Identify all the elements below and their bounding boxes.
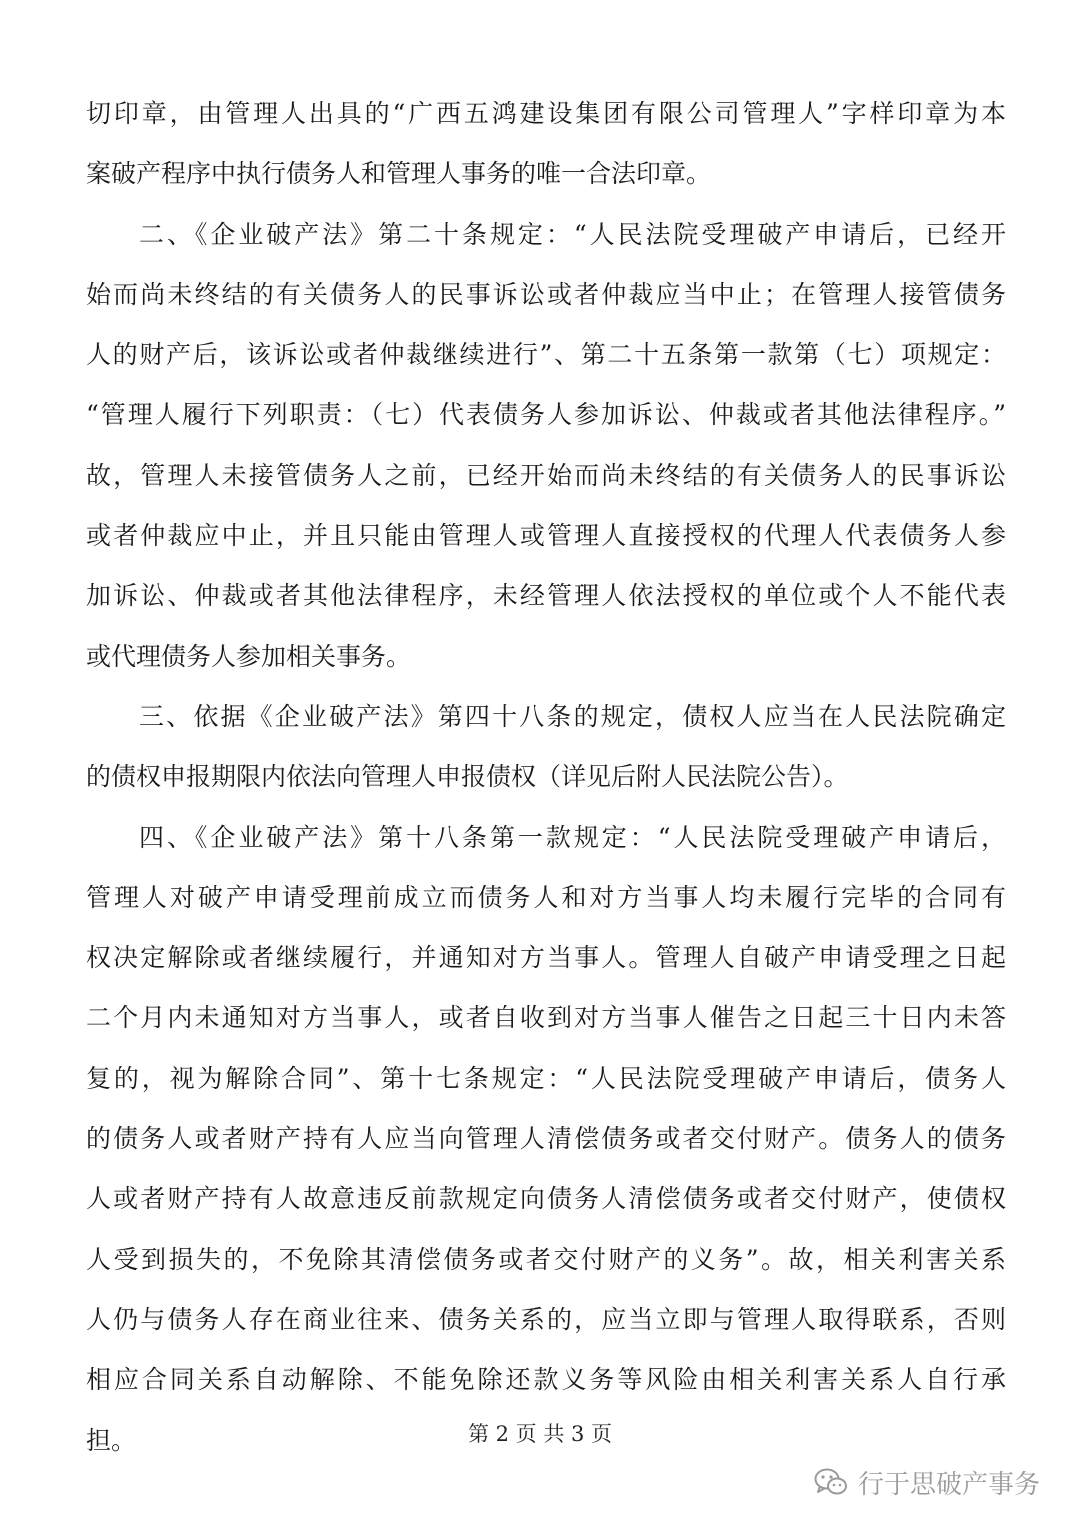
text-line: 案破产程序中执行债务人和管理人事务的唯一合法印章。: [86, 159, 712, 189]
text-line: 二个月内未通知对方当事人，或者自收到对方当事人催告之日起三十日内未答: [86, 1003, 1006, 1033]
text-line: 的债权申报期限内依法向管理人申报债权（详见后附人民法院公告）。: [86, 762, 849, 792]
text-line: 切印章，由管理人出具的“广西五鸿建设集团有限公司管理人”字样印章为本: [86, 99, 1006, 128]
text-line: 担。: [86, 1425, 137, 1455]
text-line: 故，管理人未接管债务人之前，已经开始而尚未终结的有关债务人的民事诉讼: [86, 460, 1006, 490]
text-line: 人的财产后，该诉讼或者仲裁继续进行”、第二十五条第一款第（七）项规定：: [86, 340, 1006, 370]
document-body: [86, 84, 1006, 1471]
page-number: 第 2 页 共 3 页: [467, 1422, 613, 1446]
text-line: 权决定解除或者继续履行，并通知对方当事人。管理人自破产申请受理之日起: [86, 943, 1006, 973]
wechat-icon: [814, 1467, 848, 1497]
text-line: 四、《企业破产法》第十八条第一款规定：“人民法院受理破产申请后，: [139, 822, 1006, 852]
text-line: 二、《企业破产法》第二十条规定：“人民法院受理破产申请后，已经开: [139, 219, 1006, 249]
text-line: “管理人履行下列职责：（七）代表债务人参加诉讼、仲裁或者其他法律程序。”: [86, 400, 1006, 430]
text-line: 或代理债务人参加相关事务。: [86, 641, 412, 671]
watermark: [814, 1462, 1040, 1502]
text-line: 人仍与债务人存在商业往来、债务关系的，应当立即与管理人取得联系，否则: [86, 1304, 1006, 1334]
text-line: 或者仲裁应中止，并且只能由管理人或管理人直接授权的代理人代表债务人参: [86, 521, 1006, 551]
text-line: 人或者财产持有人故意违反前款规定向债务人清偿债务或者交付财产，使债权: [86, 1184, 1006, 1214]
text-line: 管理人对破产申请受理前成立而债务人和对方当事人均未履行完毕的合同有: [86, 882, 1006, 912]
watermark-text: 行于思破产事务: [857, 1469, 1040, 1500]
text-line: 人受到损失的，不免除其清偿债务或者交付财产的义务”。故，相关利害关系: [86, 1244, 1006, 1274]
text-line: 的债务人或者财产持有人应当向管理人清偿债务或者交付财产。债务人的债务: [86, 1124, 1006, 1154]
text-line: 三、依据《企业破产法》第四十八条的规定，债权人应当在人民法院确定: [139, 701, 1006, 731]
text-line: 加诉讼、仲裁或者其他法律程序，未经管理人依法授权的单位或个人不能代表: [86, 581, 1006, 611]
text-line: 相应合同关系自动解除、不能免除还款义务等风险由相关利害关系人自行承: [86, 1365, 1006, 1395]
text-line: 复的，视为解除合同”、第十七条规定：“人民法院受理破产申请后，债务人: [86, 1063, 1006, 1093]
text-line: 始而尚未终结的有关债务人的民事诉讼或者仲裁应当中止；在管理人接管债务: [86, 279, 1006, 309]
